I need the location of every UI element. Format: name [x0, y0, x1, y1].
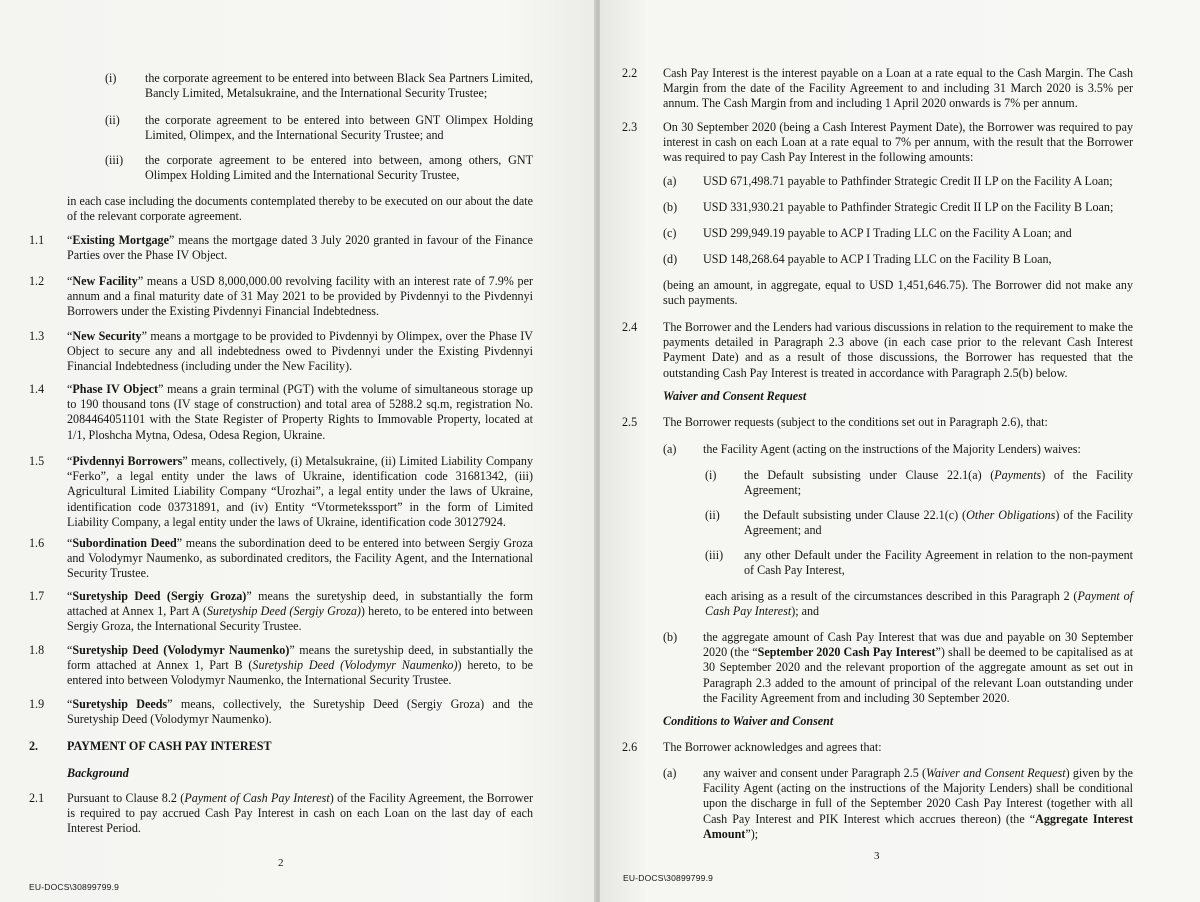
background-heading: Background	[67, 766, 129, 780]
section-number: 2.	[29, 739, 39, 753]
list-item-text: the corporate agreement to be entered into between, among others, GNT Olimpex Holding Limited and the International Security Trustee,	[145, 153, 533, 183]
definition-suretyship-deed-groza: “Suretyship Deed (Sergiy Groza)” means the suretyship deed, in substantially the form attached at Annex 1, Part A (Suretyship Deed (Sergiy Groza)) hereto, to be entered into between Sergiy Groza, the International Security Trustee.	[67, 589, 533, 634]
amounts-tail: (being an amount, in aggregate, equal to USD 1,451,646.75). The Borrower did not make any such payments.	[663, 278, 1133, 308]
conditions-heading: Conditions to Waiver and Consent	[663, 714, 834, 728]
waiver-heading: Waiver and Consent Request	[663, 389, 807, 403]
clause-number: 1.7	[29, 589, 45, 603]
list-item-number: (b)	[663, 200, 678, 214]
list-item-number: (a)	[663, 442, 677, 456]
right-page	[600, 0, 1200, 902]
definition-suretyship-deeds: “Suretyship Deeds” means, collectively, the Suretyship Deed (Sergiy Groza) and the Suretyship Deed (Volodymyr Naumenko).	[67, 697, 533, 727]
paragraph-2-5: The Borrower requests (subject to the conditions set out in Paragraph 2.6), that:	[663, 415, 1048, 429]
clause-number: 1.1	[29, 233, 45, 247]
document-footer: EU-DOCS\30899799.9	[29, 882, 120, 892]
amount-item: USD 671,498.71 payable to Pathfinder Strategic Credit II LP on the Facility A Loan;	[703, 174, 1113, 188]
list-item-number: (c)	[663, 226, 677, 240]
clause-number: 2.2	[622, 66, 638, 80]
definition-pivdennyi-borrowers: “Pivdennyi Borrowers” means, collectively, (i) Metalsukraine, (ii) Limited Liability Company “Ferko”, a legal entity under the laws of Ukraine, identification code 31681342, (iii) Agricultural Limited Liability Company “Urozhai”, a legal entity under the laws of Ukraine, identification code 03731891, and (iv) Entity “Vtormetekssport” in the form of Limited Liability Company, a legal entity under the laws of Ukraine, identification code 30127924.	[67, 454, 533, 529]
definition-new-security: “New Security” means a mortgage to be provided to Pivdennyi by Olimpex, over the Phase IV Object to secure any and all indebtedness owed to Pivdennyi under the Existing Pivdennyi Financial Indebtedness (including under the New Facility).	[67, 329, 533, 374]
paragraph-2-2: Cash Pay Interest is the interest payable on a Loan at a rate equal to the Cash Margin. The Cash Margin from the date of the Facility Agreement to and including 31 March 2020 is 3.5% per annum. The Cash Margin from and including 1 April 2020 onwards is 7% per annum.	[663, 66, 1133, 111]
clause-number: 2.5	[622, 415, 638, 429]
clause-number: 1.3	[29, 329, 45, 343]
definition-existing-mortgage: “Existing Mortgage” means the mortgage dated 3 July 2020 granted in favour of the Finance Parties over the Phase IV Object.	[67, 233, 533, 263]
paragraph-2-4: The Borrower and the Lenders had various discussions in relation to the requirement to make the payments detailed in Paragraph 2.3 above (in each case prior to the relevant Cash Interest Payment Date) and as a result of those discussions, the Borrower has requested that the outstanding Cash Pay Interest is treated in accordance with Paragraph 2.5(b) below.	[663, 320, 1133, 380]
clause-number: 2.1	[29, 791, 45, 805]
list-item-number: (a)	[663, 174, 677, 188]
clause-number: 2.4	[622, 320, 638, 334]
amount-item: USD 331,930.21 payable to Pathfinder Strategic Credit II LP on the Facility B Loan;	[703, 200, 1114, 214]
clause-number: 1.6	[29, 536, 45, 550]
definition-subordination-deed: “Subordination Deed” means the subordination deed to be entered into between Sergiy Groza and Volodymyr Naumenko, as subordinated creditors, the Facility Agent, and the International Security Trustee.	[67, 536, 533, 581]
list-item-number: (i)	[105, 71, 117, 85]
list-item-number: (d)	[663, 252, 678, 266]
continuation-paragraph: in each case including the documents contemplated thereby to be executed on our about the date of the relevant corporate agreement.	[67, 194, 533, 224]
page-number: 2	[278, 857, 284, 869]
clause-number: 2.6	[622, 740, 638, 754]
list-item-number: (b)	[663, 630, 678, 644]
amount-item: USD 148,268.64 payable to ACP I Trading LLC on the Facility B Loan,	[703, 252, 1052, 266]
list-item-number: (a)	[663, 766, 677, 780]
sub-item-number: (iii)	[705, 548, 724, 562]
section-title: PAYMENT OF CASH PAY INTEREST	[67, 739, 272, 753]
list-item-text: the corporate agreement to be entered into between Black Sea Partners Limited, Bancly Limited, Metalsukraine, and the International Security Trustee;	[145, 71, 533, 101]
item-2-6-a: any waiver and consent under Paragraph 2.5 (Waiver and Consent Request) given by the Facility Agent (acting on the instructions of the Majority Lenders) shall be conditional upon the discharge in full of the September 2020 Cash Pay Interest (together with all Cash Pay Interest and PIK Interest which accrues thereon) (the “Aggregate Interest Amount”);	[703, 766, 1134, 841]
definition-suretyship-deed-naumenko: “Suretyship Deed (Volodymyr Naumenko)” means the suretyship deed, in substantially the form attached at Annex 1, Part B (Suretyship Deed (Volodymyr Naumenko)) hereto, to be entered into between Volodymyr Naumenko, the International Security Trustee.	[67, 643, 534, 688]
sub-item-text: the Default subsisting under Clause 22.1(a) (Payments) of the Facility Agreement;	[744, 468, 1133, 498]
clause-number: 1.5	[29, 454, 45, 468]
clause-number: 1.9	[29, 697, 45, 711]
paragraph-2-6: The Borrower acknowledges and agrees that:	[663, 740, 882, 754]
left-page	[0, 0, 596, 902]
sub-item-text: any other Default under the Facility Agreement in relation to the non-payment of Cash Pay Interest,	[744, 548, 1133, 578]
sub-item-text: the Default subsisting under Clause 22.1(c) (Other Obligations) of the Facility Agreement; and	[744, 508, 1133, 538]
list-item-number: (iii)	[105, 153, 124, 167]
list-item-number: (ii)	[105, 113, 120, 127]
clause-number: 1.8	[29, 643, 45, 657]
item-2-5-b: the aggregate amount of Cash Pay Interest that was due and payable on 30 September 2020 (the “September 2020 Cash Pay Interest”) shall be deemed to be capitalised as at 30 September 2020 and the relevant proportion of the aggregate amount as set out in Paragraph 2.3 added to the amount of principal of the relevant Loan outstanding under the Facility Agreement from and including 30 September 2020.	[703, 630, 1134, 705]
list-item-text: the corporate agreement to be entered into between GNT Olimpex Holding Limited, Olimpex, and the International Security Trustee; and	[145, 113, 533, 143]
amount-item: USD 299,949.19 payable to ACP I Trading LLC on the Facility A Loan; and	[703, 226, 1072, 240]
definition-phase-iv-object: “Phase IV Object” means a grain terminal (PGT) with the volume of simultaneous storage up to 190 thousand tons (IV stage of construction) and total area of 5288.2 sq.m, registration No. 2084464051101 with the State Register of Property Rights to Immovable Property, located at 1/1, Ploshcha Mytna, Odesa, Odesa Region, Ukraine.	[67, 382, 533, 442]
paragraph-2-1: Pursuant to Clause 8.2 (Payment of Cash Pay Interest) of the Facility Agreement, the Borrower is required to pay accrued Cash Pay Interest in cash on each Loan on the last day of each Interest Period.	[67, 791, 533, 836]
item-2-5-a: the Facility Agent (acting on the instructions of the Majority Lenders) waives:	[703, 442, 1081, 456]
clause-number: 2.3	[622, 120, 638, 134]
each-arising-paragraph: each arising as a result of the circumstances described in this Paragraph 2 (Payment of Cash Pay Interest); and	[705, 589, 1133, 619]
definition-new-facility: “New Facility” means a USD 8,000,000.00 revolving facility with an interest rate of 7.9% per annum and a final maturity date of 31 May 2021 to be provided by Pivdennyi to the Pivdennyi Borrowers under the Existing Pivdennyi Financial Indebtedness.	[67, 274, 533, 319]
paragraph-2-3: On 30 September 2020 (being a Cash Interest Payment Date), the Borrower was required to pay interest in cash on each Loan at a rate equal to 7% per annum, with the result that the Borrower was required to pay Cash Pay Interest in the following amounts:	[663, 120, 1133, 165]
document-footer: EU-DOCS\30899799.9	[623, 873, 714, 883]
clause-number: 1.2	[29, 274, 45, 288]
clause-number: 1.4	[29, 382, 45, 396]
sub-item-number: (ii)	[705, 508, 720, 522]
page-number: 3	[874, 850, 880, 862]
sub-item-number: (i)	[705, 468, 717, 482]
